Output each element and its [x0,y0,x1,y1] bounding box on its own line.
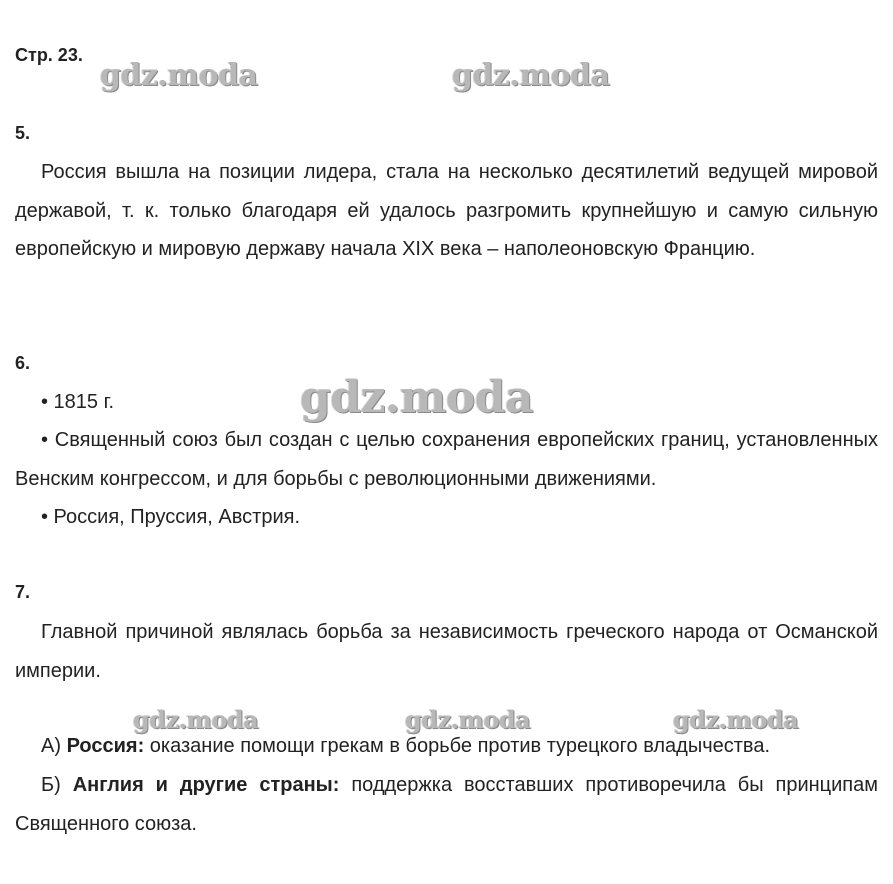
section-5-text: Россия вышла на позиции лидера, стала на несколько десятилетий ведущей мировой державой, т. к. только благодаря ей удалось разгромить крупнейшую и самую сильную европейскую и мировую державу начала XIX века – наполеоновскую Францию. [15,161,878,260]
answer-b-label: Англия и другие страны: [72,774,340,796]
watermark: gdz.moda [300,372,534,423]
answer-a [15,727,878,766]
page-title: Стр. 23. [15,45,83,65]
bullet-item: • Священный союз был создан с целью сохранения европейских границ, установленных Венским конгрессом, и для борьбы с революционными движениями. [15,429,878,490]
answer-a-label: Россия: [66,735,145,757]
answer-b-text: поддержка восставших противоречила бы принципам Священного союза. [15,774,879,835]
watermark: gdz.moda [405,705,531,734]
section-7-text: Главной причиной являлась борьба за независимость греческого народа от Османской империи. [15,621,878,682]
answer-b-prefix: Б) [41,774,73,796]
watermark: gdz.moda [673,705,799,734]
bullet-item: • 1815 г. [41,391,115,413]
section-number-7: 7. [15,582,31,602]
watermark: gdz.moda [133,705,259,734]
watermark: gdz.moda [100,58,258,93]
section-number-5: 5. [15,123,31,143]
watermark: gdz.moda [452,58,610,93]
answer-b [15,766,878,843]
answer-a-prefix: А) [41,735,67,757]
section-number-6: 6. [15,353,31,373]
bullet-item: • Россия, Пруссия, Австрия. [41,506,301,528]
answer-a-text: оказание помощи грекам в борьбе против турецкого владычества. [144,735,771,757]
